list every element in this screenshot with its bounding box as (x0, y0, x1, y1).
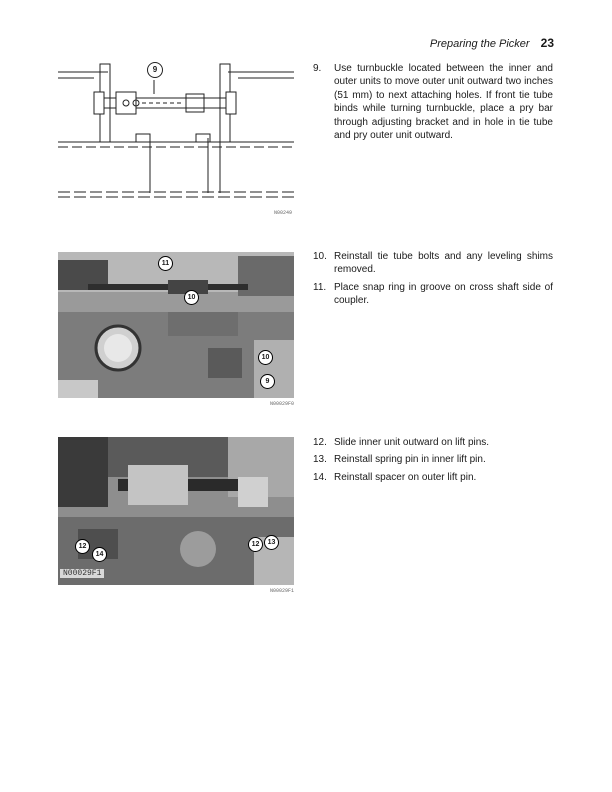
step-text: Place snap ring in groove on cross shaft side of coupler. (334, 281, 553, 307)
step-text: Reinstall spacer on outer lift pin. (334, 471, 477, 483)
step-9 (313, 62, 553, 142)
photo-id-label: N00029F1 (60, 569, 104, 578)
step-13 (313, 453, 553, 466)
step-number: 12. (313, 437, 327, 448)
step-number: 14. (313, 471, 327, 483)
page-header (430, 36, 554, 50)
callout-12-left: 12 (75, 539, 90, 554)
callout-14: 14 (92, 547, 107, 562)
step-text: Slide inner unit outward on lift pins. (334, 437, 490, 448)
turnbuckle-line-drawing (58, 58, 294, 208)
step-11 (313, 281, 553, 308)
step-number: 9. (313, 63, 322, 74)
figure-turnbuckle-diagram (58, 58, 294, 208)
figure-2-caption: N00029F0 (270, 401, 295, 407)
callout-9: 9 (260, 374, 275, 389)
figure-3-caption: N00029F1 (270, 588, 295, 594)
step-number: 13. (313, 454, 327, 466)
step-10 (313, 250, 553, 277)
callout-13: 13 (264, 535, 279, 550)
step-text: Reinstall spring pin in inner lift pin. (334, 454, 486, 466)
step-number: 10. (313, 251, 327, 262)
section-title: Preparing the Picker (429, 38, 530, 50)
step-group-1 (313, 62, 553, 146)
step-text: Use turnbuckle located between the inner and outer units to move outer unit outward two inches (51 mm) to next attaching holes. If front tie tube binds while turning turnbuckle, place a pry bar through adjusting bracket and in hole in tie tube and pry outer unit outward. (334, 63, 553, 142)
step-14 (313, 471, 553, 484)
figure-tie-tube-photo (58, 252, 294, 398)
figure-lift-pin-photo (58, 437, 294, 585)
callout-12-right: 12 (248, 537, 263, 552)
callout-10-bottom: 10 (258, 350, 273, 365)
step-number: 11. (313, 281, 327, 293)
lift-pin-photo (58, 437, 294, 585)
callout-9: 9 (147, 62, 163, 78)
callout-10-top: 10 (184, 290, 199, 305)
step-group-2 (313, 250, 553, 312)
step-text: Reinstall tie tube bolts and any leveling shims removed. (334, 251, 553, 276)
step-group-3 (313, 436, 553, 488)
step-12 (313, 436, 553, 449)
tie-tube-photo (58, 252, 294, 398)
callout-11: 11 (158, 256, 173, 271)
page-number: 23 (540, 36, 554, 50)
figure-1-caption: N00249 (274, 210, 293, 216)
